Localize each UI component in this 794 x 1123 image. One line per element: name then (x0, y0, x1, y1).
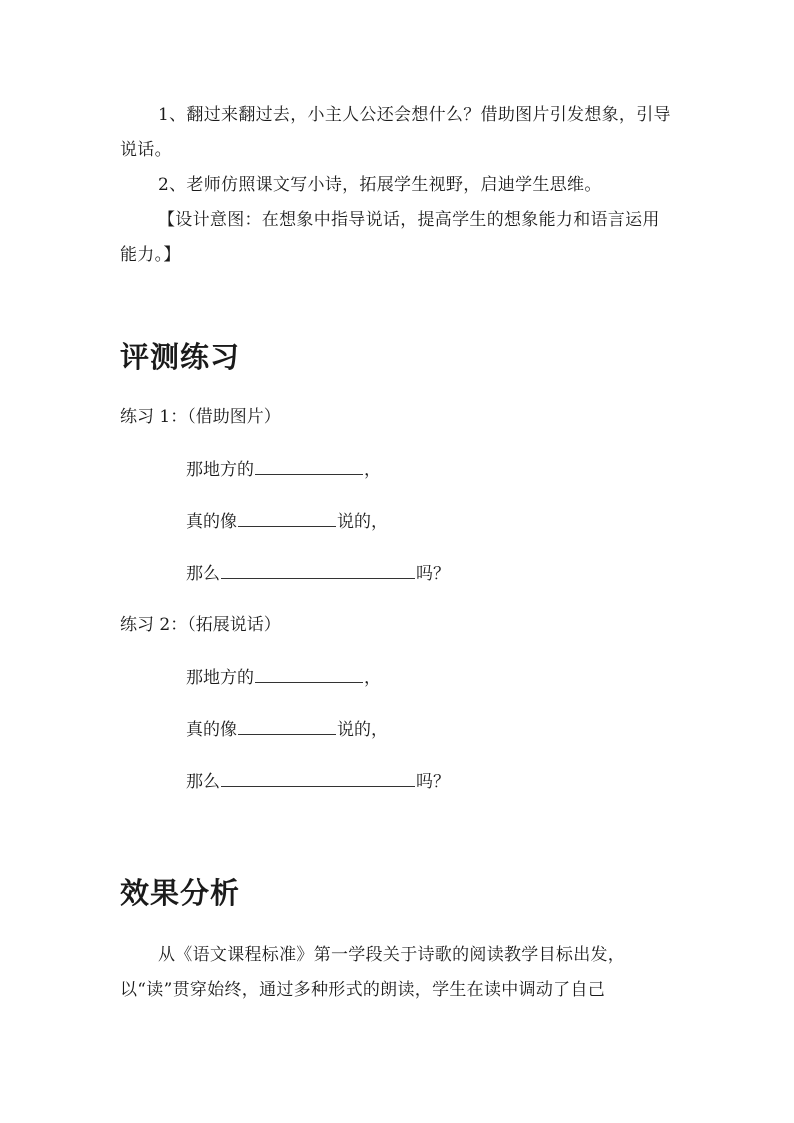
line-prefix: 那么 (186, 772, 220, 792)
exercise-1-line-3 (186, 561, 450, 586)
fill-blank[interactable] (221, 561, 415, 579)
exercise-1-label: 练习 1：（借助图片） (120, 407, 281, 427)
line-prefix: 那地方的 (186, 668, 254, 688)
intro-item-2: 2、老师仿照课文写小诗，拓展学生视野，启迪学生思维。 (158, 175, 602, 195)
section-title-analysis: 效果分析 (120, 876, 241, 910)
design-intent: 【设计意图：在想象中指导说话，提高学生的想象能力和语言运用能力。】 (120, 210, 660, 265)
line-prefix: 真的像 (186, 512, 237, 532)
fill-blank[interactable] (255, 457, 363, 475)
analysis-body: 从《语文课程标准》第一学段关于诗歌的阅读教学目标出发，以“读”贯穿始终，通过多种形式的朗读，学生在读中调动了自己 (120, 945, 626, 1000)
line-prefix: 真的像 (186, 720, 237, 740)
line-suffix: ， (364, 460, 381, 480)
fill-blank[interactable] (255, 665, 363, 683)
exercise-1-line-2 (186, 509, 388, 534)
fill-blank[interactable] (238, 509, 336, 527)
intro-item-1: 1、翻过来翻过去，小主人公还会想什么？借助图片引发想象，引导说话。 (120, 105, 671, 160)
fill-blank[interactable] (238, 717, 336, 735)
exercise-2-line-1 (186, 665, 381, 690)
line-suffix: 说的， (337, 512, 388, 532)
line-suffix: 吗？ (416, 564, 450, 584)
section-title-evaluation: 评测练习 (120, 340, 241, 374)
line-suffix: 吗？ (416, 772, 450, 792)
exercise-2-line-3 (186, 769, 450, 794)
exercise-1-line-1 (186, 457, 381, 482)
line-suffix: ， (364, 668, 381, 688)
line-prefix: 那么 (186, 564, 220, 584)
line-suffix: 说的， (337, 720, 388, 740)
fill-blank[interactable] (221, 769, 415, 787)
exercise-2-label: 练习 2：（拓展说话） (120, 615, 281, 635)
exercise-2-line-2 (186, 717, 388, 742)
line-prefix: 那地方的 (186, 460, 254, 480)
